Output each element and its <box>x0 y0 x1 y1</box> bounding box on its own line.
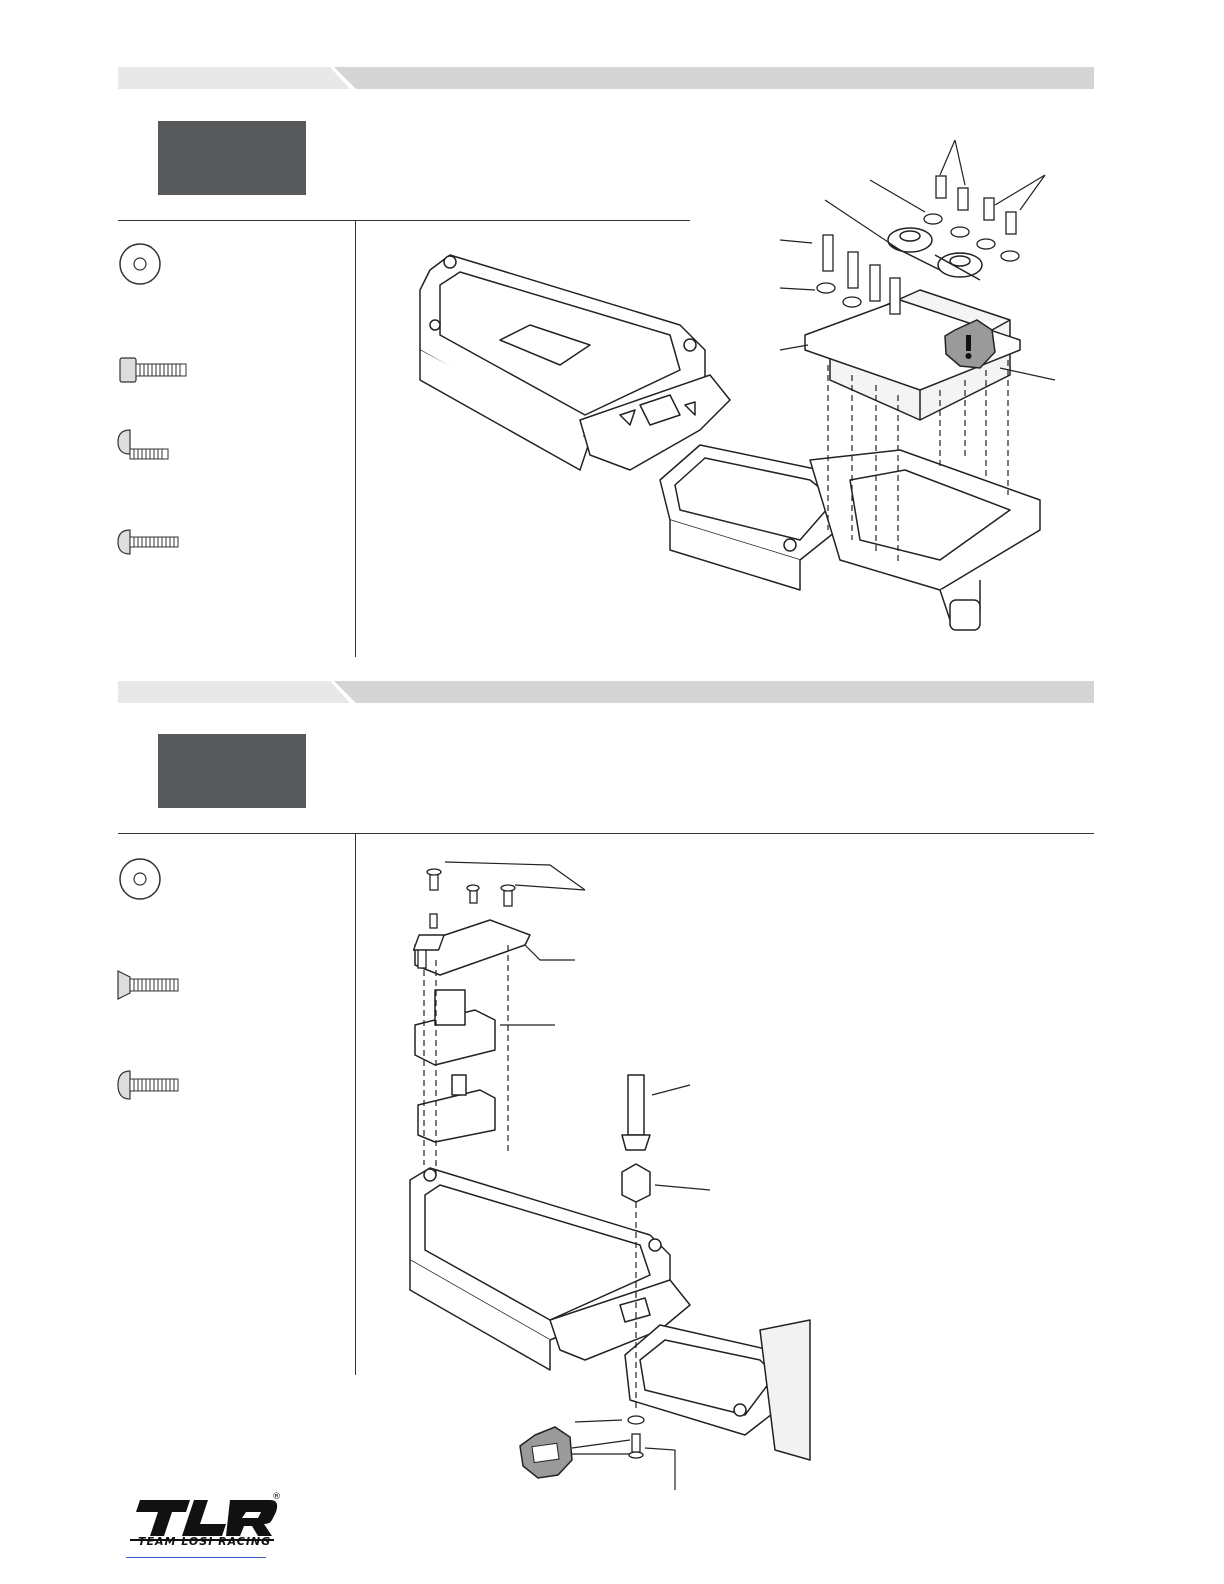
footer-link-underline[interactable] <box>126 1557 266 1558</box>
washer-icon <box>120 859 160 899</box>
washer-icon <box>120 244 160 284</box>
brand-name: TEAM LOSI RACING <box>138 1535 272 1548</box>
step-2-number-box <box>158 734 306 808</box>
threadlock-warning-icon <box>520 1427 630 1478</box>
step-1-header-bar <box>118 67 1094 89</box>
button-head-screw-icon <box>118 1071 178 1099</box>
tlr-logo <box>130 1492 290 1551</box>
step-2-header-bar <box>118 681 1094 703</box>
step-2-hardware-list <box>110 855 310 1115</box>
step-2-chassis-illustration <box>400 850 820 1490</box>
step-2-divider <box>118 833 1094 834</box>
step-2-hardware-column-rule <box>355 833 356 1375</box>
step-1-hardware-column-rule <box>355 220 356 657</box>
step-1-number-box <box>158 121 306 195</box>
step-1-hardware-list <box>110 240 310 570</box>
button-head-screw-long-icon <box>118 530 178 554</box>
registered-mark: ® <box>272 1492 281 1502</box>
cap-head-screw-icon <box>120 358 186 382</box>
step-1-chassis-illustration <box>380 140 1080 650</box>
button-head-screw-short-icon <box>118 430 168 459</box>
flat-head-screw-icon <box>118 971 178 999</box>
